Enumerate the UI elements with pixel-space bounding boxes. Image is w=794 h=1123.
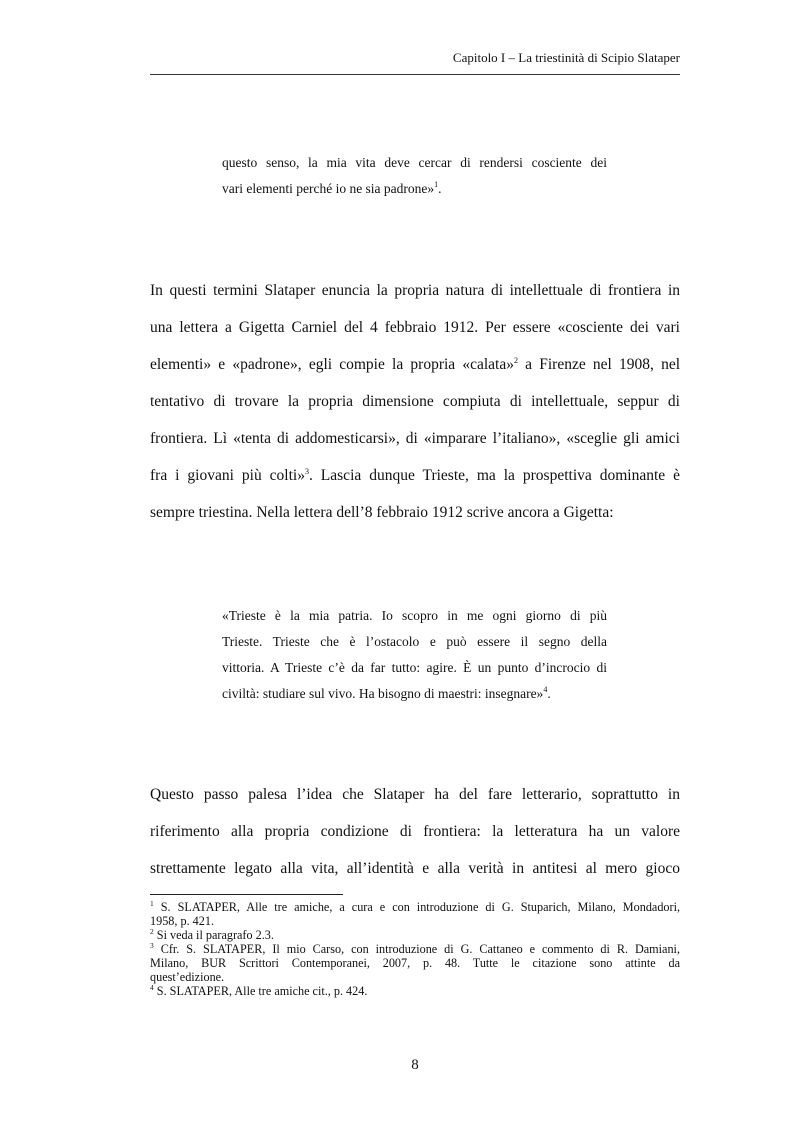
paragraph-line: una lettera a Gigetta Carniel del 4 febbraio 1912. Per essere «cosciente dei vari	[150, 319, 680, 336]
quote-end-punct: .	[438, 181, 442, 196]
footnote-line: 1958, p. 421.	[150, 914, 214, 928]
footnote-4	[150, 984, 680, 998]
footnote-line: quest’edizione.	[150, 970, 225, 984]
footnote-ref-2: 2	[514, 356, 518, 365]
footnote-number: 2	[150, 927, 154, 936]
block-quote-2	[222, 603, 607, 707]
paragraph-line: Questo passo palesa l’idea che Slataper ha del fare letterario, soprattutto in	[150, 786, 680, 803]
quote-line: Trieste. Trieste che è l’ostacolo e può essere il segno della	[222, 634, 607, 649]
quote-line: vittoria. A Trieste c’è da far tutto: agire. È un punto d’incrocio di	[222, 660, 607, 675]
quote-line: «Trieste è la mia patria. Io scopro in me ogni giorno di più	[222, 608, 607, 623]
footnote-text: S. SLATAPER, Alle tre amiche cit., p. 424.	[153, 984, 368, 998]
footnote-text: Cfr. S. SLATAPER, Il mio Carso, con introduzione di G. Cattaneo e commento di R. Damiani,	[153, 942, 680, 956]
paragraph-line: sempre triestina. Nella lettera dell’8 febbraio 1912 scrive ancora a Gigetta:	[150, 504, 614, 521]
page-number: 8	[411, 1057, 419, 1073]
paragraph-line-text: elementi» e «padrone», egli compie la propria «calata»	[150, 356, 514, 373]
footnote-3	[150, 942, 680, 984]
paragraph-line: frontiera. Lì «tenta di addomesticarsi», di «imparare l’italiano», «sceglie gli amici	[150, 430, 680, 447]
header-rule	[150, 74, 680, 75]
quote-line-text: civiltà: studiare sul vivo. Ha bisogno di maestri: insegnare»	[222, 686, 544, 701]
footnote-number: 4	[150, 983, 154, 992]
paragraph-line: strettamente legato alla vita, all’identità e alla verità in antitesi al mero gioco	[150, 860, 680, 877]
footnote-separator	[150, 894, 343, 895]
footnote-1	[150, 900, 680, 928]
paragraph-line-text: fra i giovani più colti»	[150, 467, 305, 484]
footnote-ref-4: 4	[543, 685, 548, 694]
paragraph-line: tentativo di trovare la propria dimensione compiuta di intellettuale, seppur di	[150, 393, 680, 410]
paragraph-1	[150, 272, 680, 531]
footnote-line	[150, 942, 680, 956]
footnote-number: 1	[150, 899, 154, 908]
footnote-text: S. SLATAPER, Alle tre amiche, a cura e con introduzione di G. Stuparich, Milano, Mondadori,	[153, 900, 680, 914]
footnote-2	[150, 928, 680, 942]
footnote-number: 3	[150, 941, 154, 950]
quote-line-last	[222, 681, 607, 707]
block-quote-1	[222, 150, 607, 202]
footnotes	[150, 900, 680, 998]
paragraph-line: riferimento alla propria condizione di frontiera: la letteratura ha un valore	[150, 823, 680, 840]
quote-end-punct: .	[547, 686, 551, 701]
quote-line: questo senso, la mia vita deve cercar di rendersi cosciente dei	[222, 155, 607, 170]
running-header: Capitolo I – La triestinità di Scipio Slataper	[452, 50, 680, 65]
footnote-line	[150, 928, 680, 942]
paragraph-line: In questi termini Slataper enuncia la propria natura di intellettuale di frontiera in	[150, 282, 680, 299]
footnote-line: Milano, BUR Scrittori Contemporanei, 2007, p. 48. Tutte le citazione sono attinte da	[150, 956, 680, 970]
paragraph-2	[150, 776, 680, 887]
footnote-text: Si veda il paragrafo 2.3.	[153, 928, 274, 942]
quote-line-text: vari elementi perché io ne sia padrone»	[222, 181, 435, 196]
paragraph-line	[150, 346, 680, 383]
paragraph-line	[150, 457, 680, 494]
footnote-line	[150, 984, 680, 998]
footnote-ref-1: 1	[434, 180, 439, 189]
quote-line-last	[222, 176, 607, 202]
footnote-line	[150, 900, 680, 914]
paragraph-line-text: a Firenze nel 1908, nel	[518, 356, 681, 373]
paragraph-line-text: . Lascia dunque Trieste, ma la prospettiva dominante è	[308, 467, 681, 484]
footnote-ref-3: 3	[304, 467, 309, 476]
